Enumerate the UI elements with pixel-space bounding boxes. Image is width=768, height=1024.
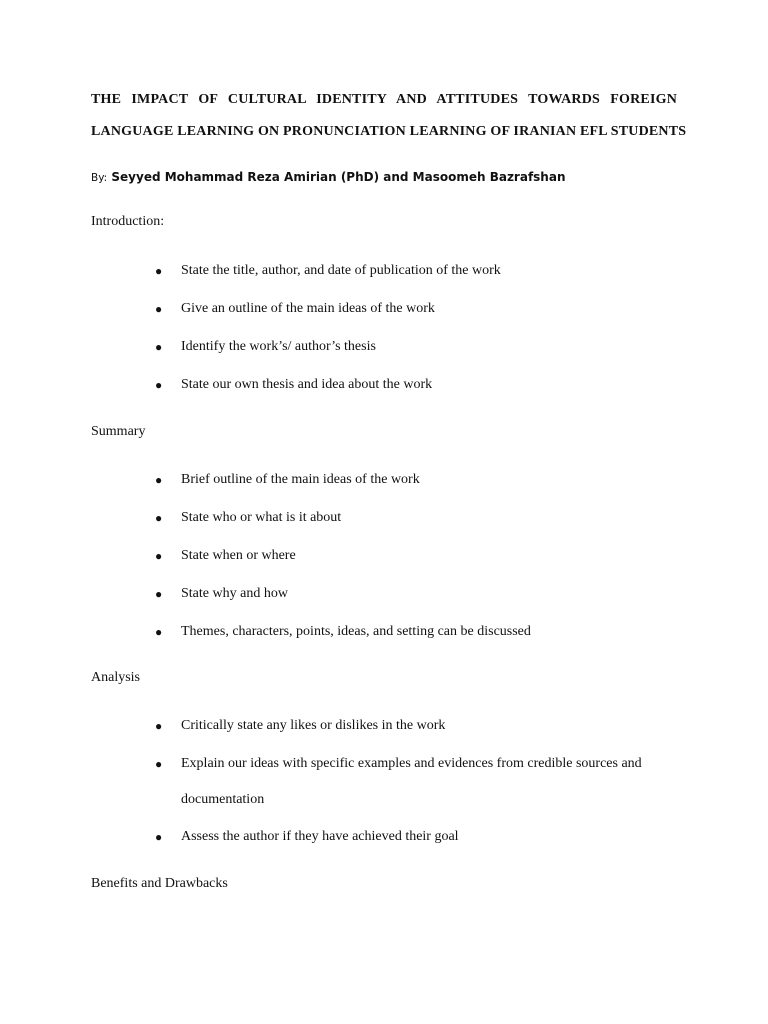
list-item-text: State who or what is it about: [181, 510, 342, 525]
bullet-icon: ●: [155, 549, 163, 563]
list-item-text: Assess the author if they have achieved their goal: [181, 829, 459, 844]
list-item-text: Identify the work’s/ author’s thesis: [181, 339, 376, 354]
list-item: [155, 586, 701, 612]
list-item: [155, 756, 701, 818]
list-item: [155, 377, 701, 403]
section-heading-benefits-and-drawbacks: Benefits and Drawbacks: [91, 876, 228, 891]
author-names: Seyyed Mohammad Reza Amirian (PhD) and Masoomeh Bazrafshan: [111, 170, 566, 184]
bullet-icon: ●: [155, 378, 163, 392]
list-item: [155, 718, 701, 744]
byline-prefix: By:: [91, 172, 108, 184]
document-title-line-2: LANGUAGE LEARNING ON PRONUNCIATION LEARNING OF IRANIAN EFL STUDENTS: [91, 124, 687, 139]
author-byline: [91, 170, 566, 184]
bullet-icon: ●: [155, 830, 163, 844]
bullet-icon: ●: [155, 340, 163, 354]
list-item-text: Explain our ideas with specific examples and evidences from credible sources and documentation: [181, 756, 642, 807]
list-item: [155, 472, 701, 498]
section-heading-summary: Summary: [91, 424, 146, 439]
bullet-icon: ●: [155, 757, 163, 771]
list-item-text: Give an outline of the main ideas of the work: [181, 301, 435, 316]
list-item: [155, 263, 701, 289]
bullet-icon: ●: [155, 473, 163, 487]
list-item: [155, 339, 701, 365]
list-item-text: Critically state any likes or dislikes in the work: [181, 718, 446, 733]
bullet-icon: ●: [155, 264, 163, 278]
list-item-text: State why and how: [181, 586, 288, 601]
bullet-icon: ●: [155, 625, 163, 639]
bullet-icon: ●: [155, 511, 163, 525]
bullet-icon: ●: [155, 587, 163, 601]
list-item-text: State the title, author, and date of publication of the work: [181, 263, 501, 278]
list-item-text: State our own thesis and idea about the work: [181, 377, 433, 392]
bullet-icon: ●: [155, 719, 163, 733]
list-item: [155, 510, 701, 536]
document-title-line-1: THE IMPACT OF CULTURAL IDENTITY AND ATTITUDES TOWARDS FOREIGN: [91, 92, 677, 107]
list-item: [155, 548, 701, 574]
list-item-text: State when or where: [181, 548, 296, 563]
section-heading-introduction: Introduction:: [91, 214, 165, 229]
list-item: [155, 624, 701, 650]
bullet-icon: ●: [155, 302, 163, 316]
list-item: [155, 829, 701, 855]
section-heading-analysis: Analysis: [91, 670, 140, 685]
list-item-text: Themes, characters, points, ideas, and setting can be discussed: [181, 624, 531, 639]
list-item-text: Brief outline of the main ideas of the work: [181, 472, 420, 487]
list-item: [155, 301, 701, 327]
